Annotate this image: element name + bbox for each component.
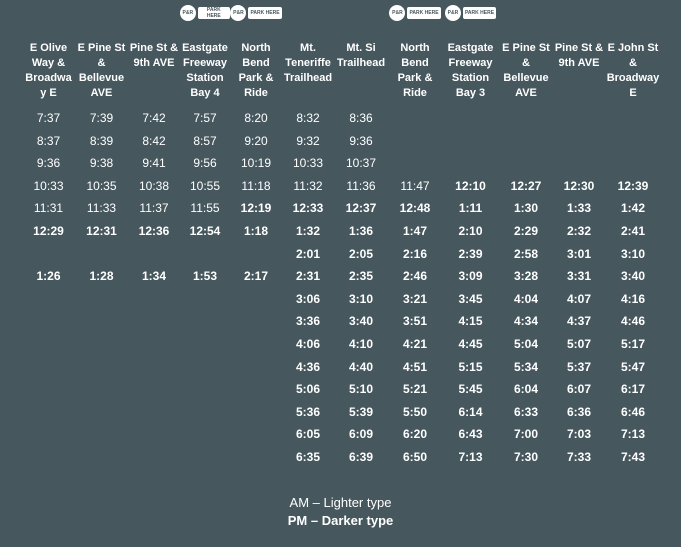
departure-time: 5:04 <box>513 336 539 351</box>
departure-time: 6:39 <box>348 449 374 464</box>
departure-time <box>180 243 230 266</box>
departure-time: 8:32 <box>296 111 320 125</box>
time-list <box>334 107 388 469</box>
departure-time: 6:50 <box>402 449 428 464</box>
departure-time: 11:37 <box>139 201 169 216</box>
park-ride-badge-row <box>388 0 442 26</box>
schedule-column <box>442 0 499 464</box>
departure-time: 7:03 <box>566 427 592 442</box>
departure-time <box>605 130 661 153</box>
departure-time: 4:07 <box>566 291 592 306</box>
departure-time: 3:40 <box>348 314 374 329</box>
departure-time: 12:10 <box>455 178 486 193</box>
departure-time: 7:42 <box>142 111 166 125</box>
departure-time: 5:21 <box>402 382 428 397</box>
departure-time: 11:47 <box>400 178 430 193</box>
time-list <box>75 107 128 288</box>
schedule-column <box>334 0 388 464</box>
time-list <box>282 107 334 469</box>
departure-time: 11:18 <box>241 178 271 193</box>
departure-time: 4:37 <box>566 314 592 329</box>
schedule-column <box>388 0 442 464</box>
park-ride-badge-row <box>282 0 334 26</box>
departure-time: 1:34 <box>141 269 167 284</box>
park-ride-badge-row <box>180 0 230 26</box>
departure-time <box>388 107 442 130</box>
departure-time: 7:37 <box>36 111 61 125</box>
departure-time: 4:21 <box>402 336 428 351</box>
departure-time: 4:34 <box>513 314 539 329</box>
stop-header: North Bend Park & Ride <box>238 42 274 99</box>
time-list <box>605 107 661 469</box>
time-list <box>553 107 605 469</box>
departure-time <box>499 152 553 175</box>
departure-time: 8:36 <box>349 111 373 125</box>
departure-time: 12:36 <box>138 223 170 238</box>
departure-time: 4:16 <box>620 291 646 306</box>
time-list <box>22 107 75 288</box>
departure-time: 8:57 <box>193 133 217 148</box>
park-ride-icon: P&R <box>389 5 405 21</box>
departure-time: 6:35 <box>295 449 321 464</box>
departure-time: 8:39 <box>89 133 114 148</box>
departure-time <box>75 243 128 266</box>
departure-time: 1:18 <box>243 223 269 238</box>
departure-time: 11:55 <box>190 201 220 216</box>
departure-time: 8:37 <box>36 133 61 148</box>
departure-time: 12:31 <box>86 223 117 238</box>
park-ride-badge-row <box>230 0 282 26</box>
departure-time: 10:37 <box>345 156 377 171</box>
departure-time <box>499 107 553 130</box>
departure-time: 1:53 <box>192 269 218 284</box>
departure-time: 4:04 <box>513 291 539 306</box>
departure-time: 6:07 <box>566 382 592 397</box>
park-ride-badge-row <box>334 0 388 26</box>
park-here-badge: PARK HERE <box>198 7 230 19</box>
schedule-column <box>22 0 75 284</box>
time-list <box>442 107 499 469</box>
departure-time: 8:42 <box>142 133 166 148</box>
departure-time: 3:21 <box>402 291 428 306</box>
time-list <box>499 107 553 469</box>
departure-time: 12:19 <box>240 201 272 216</box>
park-ride-badge-row <box>75 0 128 26</box>
departure-time: 9:41 <box>142 156 166 171</box>
departure-time: 10:33 <box>292 156 324 171</box>
departure-time: 1:32 <box>295 223 321 238</box>
departure-time: 12:30 <box>563 178 595 193</box>
stop-header: Mt. Teneriffe Trailhead <box>283 42 333 84</box>
departure-time <box>605 152 661 175</box>
departure-time: 4:10 <box>348 336 374 351</box>
departure-time: 5:07 <box>566 336 592 351</box>
departure-time: 3:10 <box>620 246 646 261</box>
departure-time: 7:39 <box>89 111 114 125</box>
departure-time: 12:37 <box>345 201 377 216</box>
schedule-column <box>230 0 282 284</box>
departure-time: 5:36 <box>295 404 321 419</box>
departure-time: 2:05 <box>348 246 374 261</box>
departure-time: 8:20 <box>244 111 268 125</box>
departure-time: 2:10 <box>458 223 483 238</box>
departure-time: 12:54 <box>189 223 221 238</box>
departure-time: 3:31 <box>566 269 592 284</box>
departure-time: 6:20 <box>402 427 428 442</box>
departure-time: 3:40 <box>620 269 646 284</box>
departure-time: 6:46 <box>620 404 646 419</box>
departure-time: 5:15 <box>458 359 483 374</box>
time-list <box>180 107 230 288</box>
departure-time: 5:45 <box>458 382 483 397</box>
departure-time: 11:31 <box>33 201 64 216</box>
park-here-badge: PARK HERE <box>248 7 281 19</box>
departure-time: 1:42 <box>620 201 646 216</box>
park-ride-badge-row <box>553 0 605 26</box>
park-ride-badge-row <box>605 0 661 26</box>
departure-time: 12:27 <box>510 178 542 193</box>
departure-time: 10:33 <box>33 178 64 193</box>
departure-time: 11:32 <box>293 178 323 193</box>
departure-time: 7:00 <box>513 427 539 442</box>
departure-time: 2:41 <box>620 223 646 238</box>
departure-time: 1:28 <box>89 269 114 284</box>
departure-time: 9:20 <box>244 133 268 148</box>
time-list <box>230 107 282 288</box>
departure-time: 7:57 <box>193 111 217 125</box>
departure-time: 4:51 <box>402 359 428 374</box>
departure-time: 11:33 <box>86 201 117 216</box>
departure-time: 2:31 <box>295 269 321 284</box>
schedule-column <box>180 0 230 284</box>
departure-time: 10:55 <box>189 178 221 193</box>
park-ride-badge-row <box>22 0 75 26</box>
departure-time <box>499 130 553 153</box>
schedule-column <box>128 0 180 284</box>
departure-time: 6:33 <box>513 404 539 419</box>
departure-time: 4:15 <box>458 314 483 329</box>
departure-time: 1:36 <box>348 223 374 238</box>
departure-time <box>128 243 180 266</box>
park-ride-badge-row <box>442 0 499 26</box>
departure-time: 6:04 <box>513 382 539 397</box>
departure-time: 5:34 <box>513 359 539 374</box>
departure-time: 5:37 <box>566 359 592 374</box>
park-ride-icon: P&R <box>230 5 246 21</box>
departure-time: 9:36 <box>36 156 61 171</box>
departure-time: 5:50 <box>402 404 428 419</box>
departure-time: 7:13 <box>620 427 646 442</box>
departure-time: 11:36 <box>346 178 376 193</box>
departure-time: 3:51 <box>402 314 428 329</box>
time-list <box>388 107 442 469</box>
departure-time: 12:29 <box>33 223 64 238</box>
departure-time: 4:46 <box>620 314 646 329</box>
departure-time: 4:06 <box>295 336 321 351</box>
stop-header: North Bend Park & Ride <box>397 42 433 99</box>
stop-header: E Pine St & Bellevue AVE <box>502 42 550 99</box>
park-here-badge: PARK HERE <box>407 7 440 19</box>
departure-time: 3:28 <box>513 269 539 284</box>
departure-time: 4:36 <box>295 359 321 374</box>
departure-time: 6:36 <box>566 404 592 419</box>
departure-time: 2:39 <box>458 246 483 261</box>
schedule-column <box>605 0 661 464</box>
departure-time: 2:17 <box>243 269 269 284</box>
departure-time <box>388 130 442 153</box>
schedule-column <box>499 0 553 464</box>
departure-time <box>553 107 605 130</box>
departure-time: 5:06 <box>295 382 321 397</box>
departure-time: 6:43 <box>458 427 483 442</box>
park-ride-icon: P&R <box>180 5 196 21</box>
departure-time: 7:30 <box>513 449 539 464</box>
departure-time: 5:39 <box>348 404 374 419</box>
departure-time <box>230 243 282 266</box>
departure-time: 6:05 <box>295 427 321 442</box>
departure-time <box>442 152 499 175</box>
departure-time: 1:30 <box>513 201 539 216</box>
legend-am: AM – Lighter type <box>289 495 392 510</box>
departure-time: 3:45 <box>458 291 483 306</box>
departure-time: 3:01 <box>566 246 592 261</box>
departure-time: 9:38 <box>89 156 114 171</box>
park-ride-icon: P&R <box>445 5 461 21</box>
departure-time: 2:29 <box>513 223 539 238</box>
stop-header: E Pine St & Bellevue AVE <box>77 42 126 99</box>
stop-header: Eastgate Freeway Station Bay 4 <box>182 42 228 99</box>
departure-time: 2:16 <box>402 246 428 261</box>
departure-time: 2:01 <box>295 246 321 261</box>
stop-header: E Olive Way & Broadwa y E <box>25 42 72 99</box>
park-ride-badge-row <box>128 0 180 26</box>
departure-time <box>442 130 499 153</box>
schedule-column <box>282 0 334 464</box>
departure-time: 12:33 <box>292 201 324 216</box>
schedule-column <box>75 0 128 284</box>
departure-time: 1:11 <box>458 201 483 216</box>
departure-time: 5:10 <box>348 382 374 397</box>
park-here-badge: PARK HERE <box>463 7 496 19</box>
legend <box>0 494 681 530</box>
departure-time: 2:58 <box>513 246 539 261</box>
departure-time: 3:36 <box>295 314 321 329</box>
departure-time <box>388 152 442 175</box>
departure-time: 6:17 <box>620 382 646 397</box>
departure-time: 12:48 <box>399 201 431 216</box>
departure-time: 10:38 <box>138 178 170 193</box>
stop-header: Pine St & 9th AVE <box>129 42 179 69</box>
departure-time <box>442 107 499 130</box>
departure-time: 9:32 <box>296 133 320 148</box>
departure-time: 9:56 <box>193 156 217 171</box>
schedule-column <box>553 0 605 464</box>
departure-time: 4:45 <box>458 336 483 351</box>
departure-time <box>605 107 661 130</box>
departure-time: 3:06 <box>295 291 321 306</box>
departure-time: 12:39 <box>617 178 649 193</box>
park-ride-badge-row <box>499 0 553 26</box>
departure-time: 7:43 <box>620 449 646 464</box>
departure-time: 2:35 <box>348 269 374 284</box>
stop-header: E John St & Broadway E <box>606 42 660 99</box>
departure-time: 2:32 <box>566 223 592 238</box>
departure-time: 7:33 <box>566 449 592 464</box>
departure-time: 9:36 <box>349 133 373 148</box>
time-list <box>128 107 180 288</box>
departure-time: 5:17 <box>620 336 646 351</box>
stop-header: Eastgate Freeway Station Bay 3 <box>447 42 494 99</box>
stop-header: Mt. Si Trailhead <box>336 42 386 69</box>
departure-time: 1:47 <box>402 223 428 238</box>
departure-time: 10:35 <box>86 178 117 193</box>
departure-time: 7:13 <box>458 449 483 464</box>
departure-time: 1:33 <box>566 201 592 216</box>
departure-time: 5:47 <box>620 359 646 374</box>
departure-time: 1:26 <box>36 269 61 284</box>
departure-time: 3:10 <box>348 291 374 306</box>
stop-header: Pine St & 9th AVE <box>554 42 604 69</box>
departure-time <box>22 243 75 266</box>
departure-time: 4:40 <box>348 359 374 374</box>
departure-time: 6:14 <box>458 404 483 419</box>
departure-time <box>553 152 605 175</box>
departure-time: 6:09 <box>348 427 374 442</box>
departure-time: 10:19 <box>240 156 272 171</box>
departure-time <box>553 130 605 153</box>
legend-pm: PM – Darker type <box>287 513 394 528</box>
departure-time: 2:46 <box>402 269 428 284</box>
departure-time: 3:09 <box>458 269 483 284</box>
